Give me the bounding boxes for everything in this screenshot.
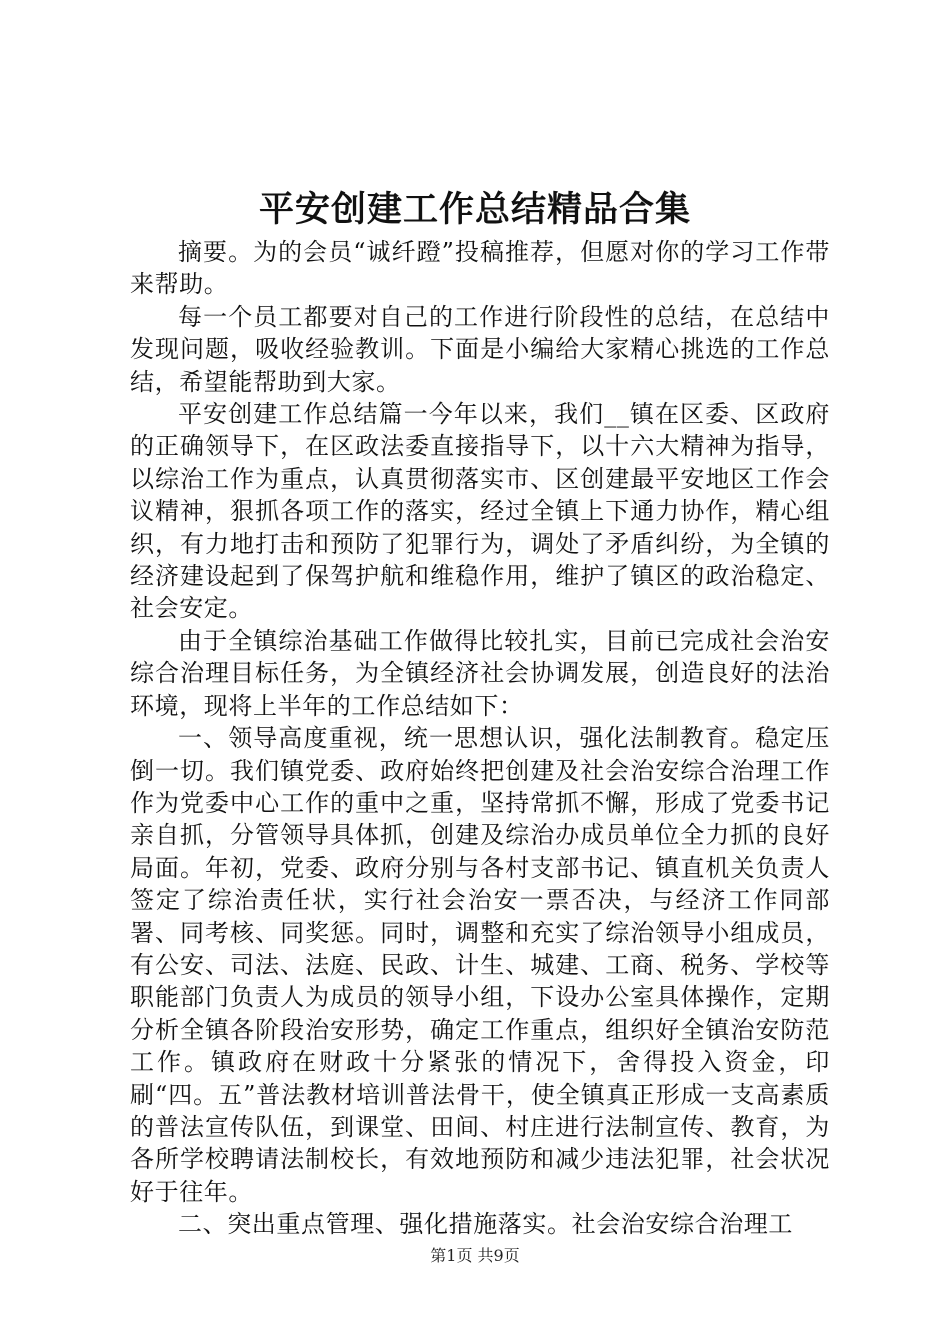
paragraph-foundation: 由于全镇综治基础工作做得比较扎实，目前已完成社会治安综合治理目标任务，为全镇经济社会协调发展，创造良好的法治环境，现将上半年的工作总结如下：	[130, 626, 830, 720]
paragraph-summary-one: 平安创建工作总结篇一今年以来，我们__镇在区委、区政府的正确领导下，在区政法委直接指导下，以十六大精神为指导，以综治工作为重点，认真贯彻落实市、区创建最平安地区工作会议精神，狠抓各项工作的落实，经过全镇上下通力协作，精心组织，有力地打击和预防了犯罪行为，调处了矛盾纠纷，为全镇的经济建设起到了保驾护航和维稳作用，维护了镇区的政治稳定、社会安定。	[130, 400, 830, 623]
paragraph-section-one: 一、领导高度重视，统一思想认识，强化法制教育。稳定压倒一切。我们镇党委、政府始终把创建及社会治安综合治理工作作为党委中心工作的重中之重，坚持常抓不懈，形成了党委书记亲自抓，分管领导具体抓，创建及综治办成员单位全力抓的良好局面。年初，党委、政府分别与各村支部书记、镇直机关负责人签定了综治责任状，实行社会治安一票否决，与经济工作同部署、同考核、同奖惩。同时，调整和充实了综治领导小组成员，有公安、司法、法庭、民政、计生、城建、工商、税务、学校等职能部门负责人为成员的领导小组，下设办公室具体操作，定期分析全镇各阶段治安形势，确定工作重点，组织好全镇治安防范工作。镇政府在财政十分紧张的情况下，舍得投入资金，印刷“四。五”普法教材培训普法骨干，使全镇真正形成一支高素质的普法宣传队伍，到课堂、田间、村庄进行法制宣传、教育，为各所学校聘请法制校长，有效地预防和减少违法犯罪，社会状况好于往年。	[130, 724, 830, 1206]
page-title: 平安创建工作总结精品合集	[258, 189, 691, 230]
paragraph-intro: 每一个员工都要对自己的工作进行阶段性的总结，在总结中发现问题，吸收经验教训。下面是小编给大家精心挑选的工作总结，希望能帮助到大家。	[130, 302, 830, 396]
document-body	[130, 236, 830, 1241]
paragraph-abstract: 摘要。为的会员“诚纤蹬”投稿推荐，但愿对你的学习工作带来帮助。	[130, 238, 830, 299]
paragraph-section-two: 二、突出重点管理、强化措施落实。社会治安综合治理工	[178, 1210, 793, 1239]
page-number-footer: 第1页 共9页	[430, 1246, 520, 1265]
